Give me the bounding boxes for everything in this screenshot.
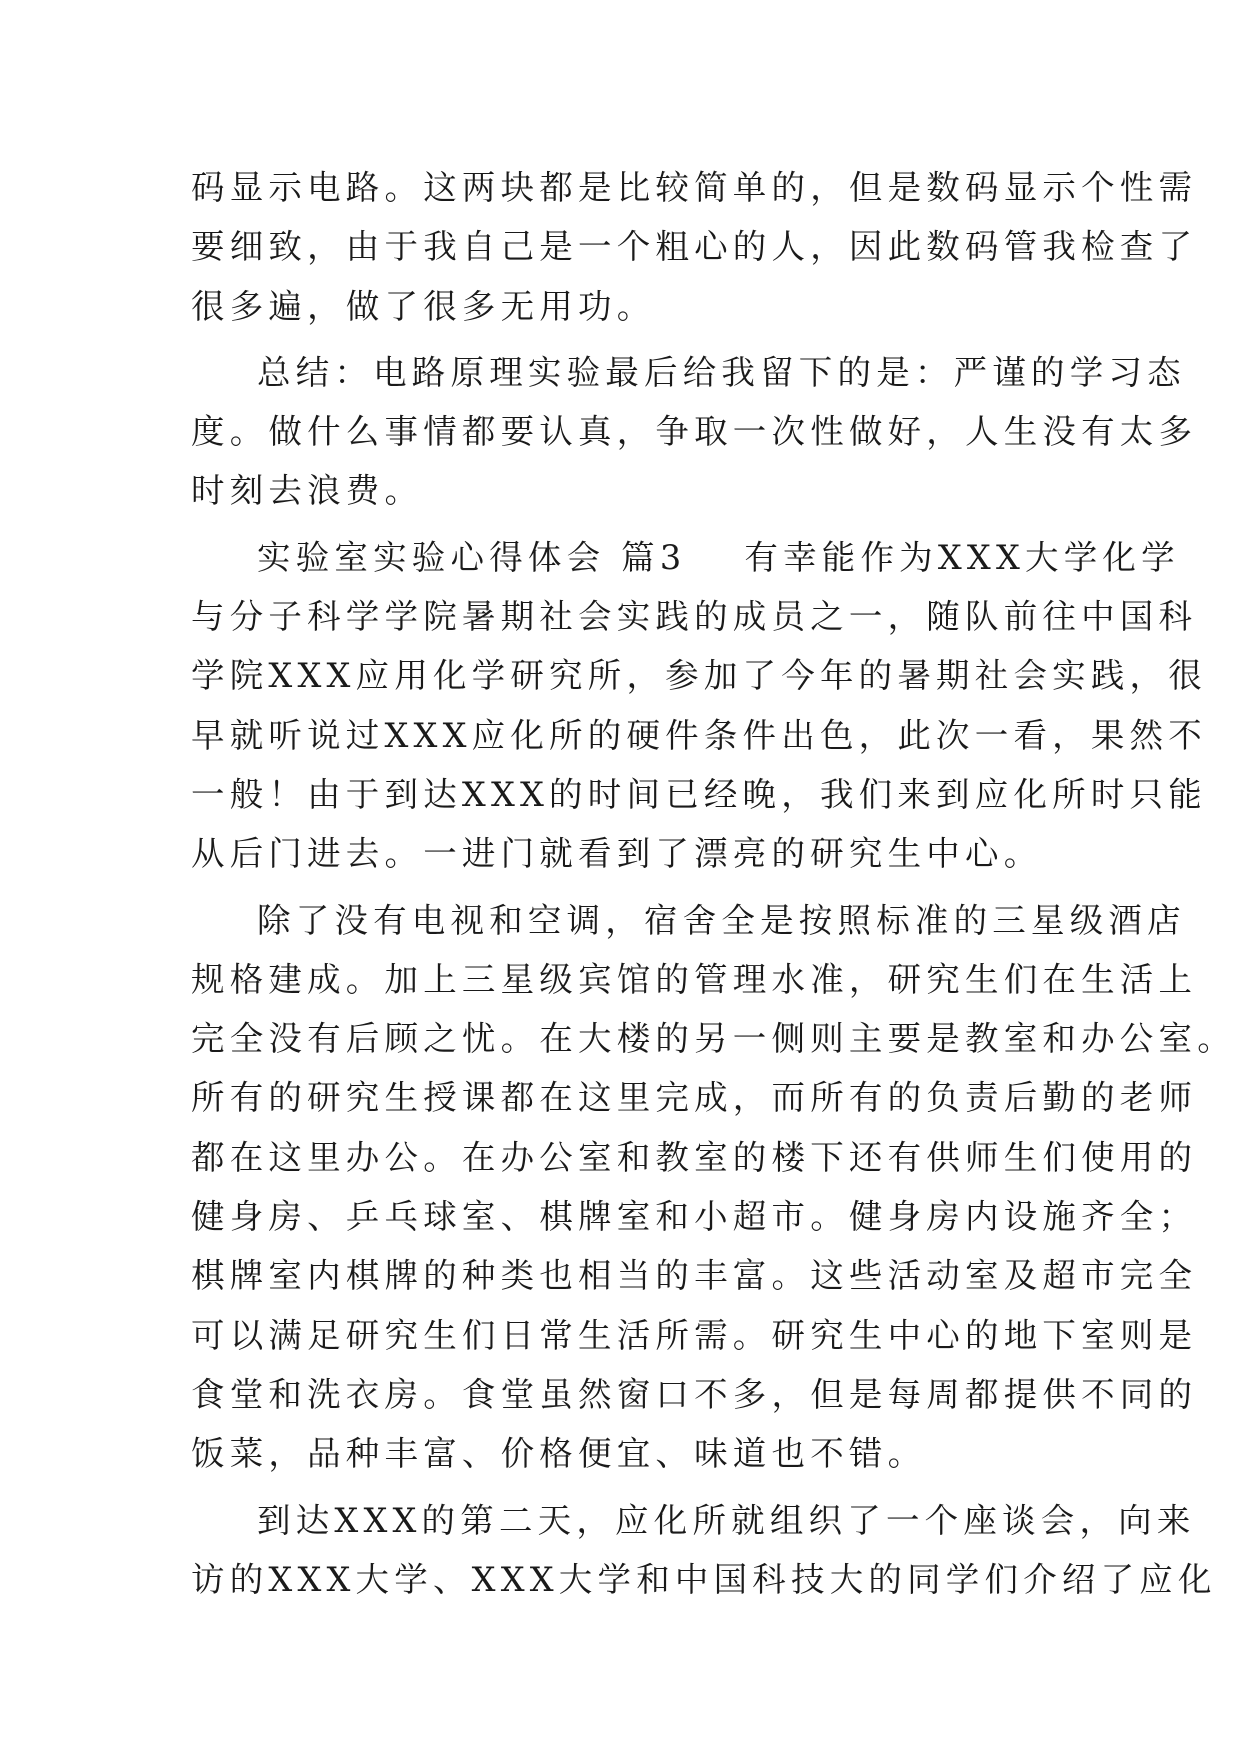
paragraph (191, 1491, 1217, 1610)
text-line: 早就听说过XXX应化所的硬件条件出色，此次一看，果然不 (191, 715, 1207, 755)
text-line: 棋牌室内棋牌的种类也相当的丰富。这些活动室及超市完全 (191, 1256, 1198, 1296)
document-body (191, 158, 1236, 1609)
text-line: 时刻去浪费。 (191, 471, 424, 511)
paragraph (191, 158, 1198, 336)
text-line: 到达XXX的第二天，应化所就组织了一个座谈会，向来 (257, 1500, 1196, 1540)
text-line: 度。做什么事情都要认真，争取一次性做好，人生没有太多 (191, 412, 1198, 452)
text-line: 与分子科学学院暑期社会实践的成员之一，随队前往中国科 (191, 597, 1198, 637)
paragraph (191, 528, 1207, 884)
text-line: 一般！由于到达XXX的时间已经晚，我们来到应化所时只能 (191, 774, 1207, 814)
text-line: 可以满足研究生们日常生活所需。研究生中心的地下室则是 (191, 1315, 1198, 1355)
paragraph (191, 343, 1198, 521)
text-line: 要细致，由于我自己是一个粗心的人，因此数码管我检查了 (191, 227, 1198, 267)
section-heading-line (191, 528, 1180, 587)
text-line: 都在这里办公。在办公室和教室的楼下还有供师生们使用的 (191, 1137, 1198, 1177)
paragraph (191, 891, 1236, 1484)
text-line: 健身房、乒乓球室、棋牌室和小超市。健身房内设施齐全； (191, 1197, 1198, 1237)
text-line: 学院XXX应用化学研究所，参加了今年的暑期社会实践，很 (191, 656, 1207, 696)
text-line: 饭菜，品种丰富、价格便宜、味道也不错。 (191, 1434, 927, 1474)
text-line: 很多遍，做了很多无用功。 (191, 286, 656, 326)
text-line: 从后门进去。一进门就看到了漂亮的研究生中心。 (191, 834, 1043, 874)
text-line: 食堂和洗衣房。食堂虽然窗口不多，但是每周都提供不同的 (191, 1374, 1198, 1414)
text-line: 所有的研究生授课都在这里完成，而所有的负责后勤的老师 (191, 1078, 1198, 1118)
text-line: 码显示电路。这两块都是比较简单的，但是数码显示个性需 (191, 168, 1198, 207)
text-line: 总结：电路原理实验最后给我留下的是：严谨的学习态 (257, 352, 1186, 392)
text-line: 完全没有后顾之忧。在大楼的另一侧则主要是教室和办公室。 (191, 1019, 1236, 1059)
section-heading: 实验室实验心得体会 篇3 (257, 537, 687, 577)
text-line: 除了没有电视和空调，宿舍全是按照标准的三星级酒店 (257, 900, 1186, 940)
text-line: 规格建成。加上三星级宾馆的管理水准，研究生们在生活上 (191, 959, 1198, 999)
text-line: 访的XXX大学、XXX大学和中国科技大的同学们介绍了应化 (191, 1559, 1217, 1599)
text-line: 有幸能作为XXX大学化学 (744, 537, 1180, 577)
